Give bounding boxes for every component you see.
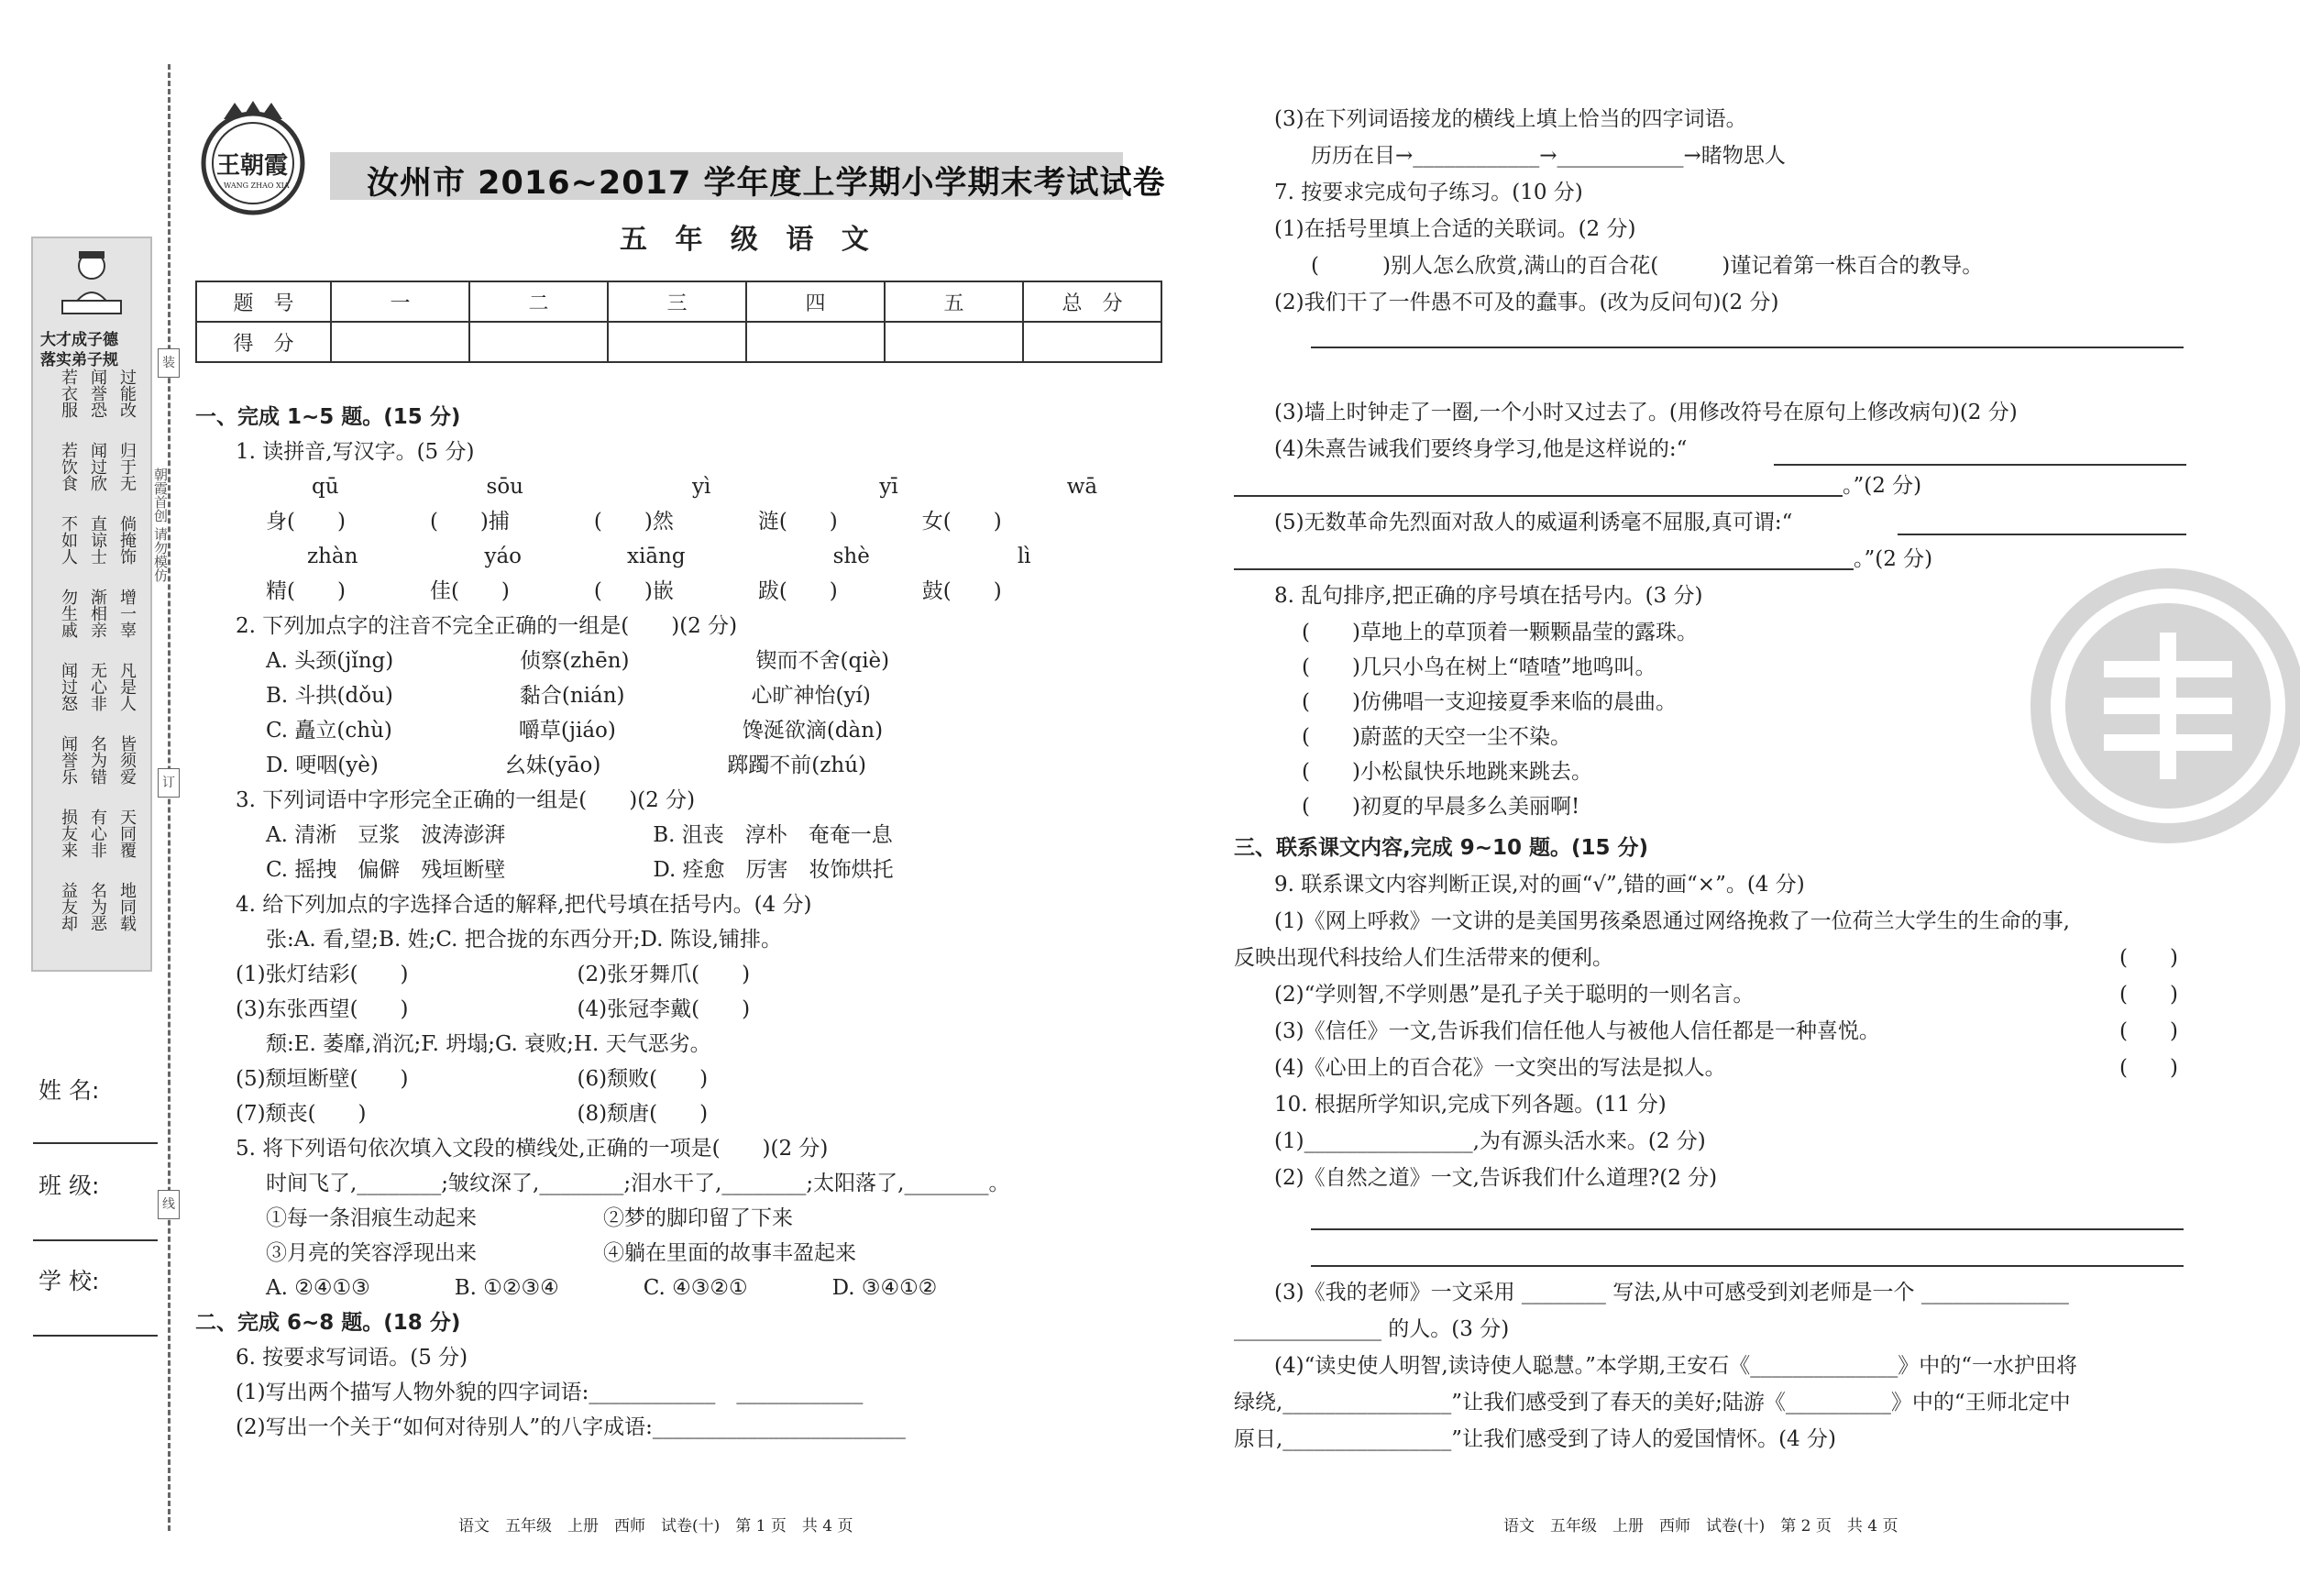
mascot-figure — [53, 246, 130, 319]
motto-column: 若衣服 — [59, 369, 78, 418]
motto-top-1: 大才成子德 — [40, 331, 118, 349]
question-line: zhàn yáo xiāng shè lì — [307, 545, 1031, 568]
class-field-line[interactable] — [33, 1239, 158, 1241]
question-line: 4. 给下列加点的字选择合适的解释,把代号填在括号内。(4 分) — [236, 893, 812, 917]
answer-line[interactable] — [1311, 347, 2184, 348]
judge-answer-bracket[interactable]: ( ) — [2119, 1019, 2178, 1043]
question-line: (1)________________,为有源头活水来。(2 分) — [1274, 1129, 1706, 1153]
question-line: (5)颓垣断壁( ) (6)颓败( ) — [236, 1067, 709, 1091]
score-table — [195, 281, 1162, 363]
score-input-cell[interactable] — [608, 322, 746, 362]
question-line: 。”(2 分) — [1854, 547, 1933, 571]
question-line: (3)墙上时钟走了一圈,一个小时又过去了。(用修改符号在原句上修改病句)(2 分) — [1274, 401, 2018, 424]
question-line: 绿绕,________________”让我们感受到了春天的美好;陆游《__________》中的“王师北定中 — [1234, 1391, 2071, 1414]
question-line: 3. 下列词语中字形完全正确的一组是( )(2 分) — [236, 788, 696, 812]
question-line: C. 矗立(chù) 嚼草(jiáo) 馋涎欲滴(dàn) — [266, 719, 884, 743]
question-line: (2)“学则智,不学则愚”是孔子关于聪明的一则名言。 — [1274, 983, 1755, 1007]
question-line: ( )别人怎么欣赏,满山的百合花( )谨记着第一株百合的教导。 — [1311, 254, 1984, 278]
question-line: 10. 根据所学知识,完成下列各题。(11 分) — [1274, 1093, 1667, 1117]
score-input-cell[interactable] — [469, 322, 608, 362]
question-line: (2)《自然之道》一文,告诉我们什么道理?(2 分) — [1274, 1166, 1718, 1190]
question-line: (3)《我的老师》一文采用 ________ 写法,从中可感受到刘老师是一个 ______________ — [1274, 1281, 2069, 1304]
answer-line[interactable] — [1234, 568, 1854, 570]
question-line: (3)在下列词语接龙的横线上填上恰当的四字词语。 — [1274, 107, 1747, 131]
name-field-line[interactable] — [33, 1142, 158, 1144]
judge-answer-bracket[interactable]: ( ) — [2119, 946, 2178, 970]
question-line: A. ②④①③ B. ①②③④ C. ④③②① D. ③④①② — [266, 1276, 938, 1300]
motto-column: 名为恶 — [88, 882, 107, 931]
question-line: A. 头颈(jǐng) 侦察(zhēn) 锲而不舍(qiè) — [266, 649, 890, 673]
section-heading: 三、联系课文内容,完成 9~10 题。(15 分) — [1234, 836, 1649, 860]
brand-note: 朝霞首创 请勿模仿 — [152, 468, 169, 582]
motto-column: 无心非 — [88, 662, 107, 711]
motto-column: 地同载 — [117, 882, 137, 931]
class-label: 班 级: — [39, 1172, 100, 1199]
seal-char-3: 线 — [158, 1190, 180, 1219]
score-value-row — [196, 322, 1161, 362]
motto-column: 损友来 — [59, 809, 78, 858]
question-line: (5)无数革命先烈面对敌人的威逼利诱毫不屈服,真可谓:“ — [1274, 511, 1793, 534]
score-cell: 三 — [608, 281, 746, 322]
question-line: (4)《心田上的百合花》一文突出的写法是拟人。 — [1274, 1056, 1726, 1080]
question-line: 反映出现代科技给人们生活带来的便利。 — [1234, 946, 1613, 970]
motto-column: 皆须爱 — [117, 735, 137, 785]
question-line: (2)我们干了一件愚不可及的蠢事。(改为反问句)(2 分) — [1274, 291, 1779, 314]
question-line: 。”(2 分) — [1843, 474, 1922, 498]
seal-char-1: 装 — [158, 348, 180, 378]
motto-column: 倘掩饰 — [117, 515, 137, 565]
question-line: 历历在目→____________→____________→睹物思人 — [1311, 144, 1786, 168]
binding-dashed-line — [168, 64, 171, 1531]
motto-column: 增一辜 — [117, 589, 137, 638]
judge-answer-bracket[interactable]: ( ) — [2119, 983, 2178, 1007]
question-line: ( )蔚蓝的天空一尘不染。 — [1302, 725, 1571, 749]
question-line: 5. 将下列语句依次填入文段的横线处,正确的一项是( )(2 分) — [236, 1137, 829, 1161]
brand-logo — [196, 99, 310, 218]
name-label: 姓 名: — [39, 1077, 100, 1104]
question-line: (2)写出一个关于“如何对待别人”的八字成语:________________________ — [236, 1415, 906, 1439]
answer-line[interactable] — [1311, 1228, 2184, 1230]
footer-left: 语文 五年级 上册 西师 试卷(十) 第 1 页 共 4 页 — [458, 1517, 853, 1535]
question-line: 原日,________________”让我们感受到了诗人的爱国情怀。(4 分) — [1234, 1427, 1836, 1451]
section-heading: 二、完成 6~8 题。(18 分) — [195, 1311, 461, 1335]
question-line: (3)东张西望( ) (4)张冠李戴( ) — [236, 997, 751, 1021]
score-input-cell[interactable] — [746, 322, 885, 362]
question-line: ______________ 的人。(3 分) — [1234, 1317, 1510, 1341]
motto-column: 勿生戚 — [59, 589, 78, 638]
answer-line[interactable] — [1234, 495, 1843, 497]
motto-column: 名为错 — [88, 735, 107, 785]
score-cell: 一 — [331, 281, 469, 322]
question-line: ( )几只小鸟在树上“喳喳”地鸣叫。 — [1302, 655, 1656, 679]
footer-right: 语文 五年级 上册 西师 试卷(十) 第 2 页 共 4 页 — [1503, 1517, 1898, 1535]
motto-column: 直谅士 — [88, 515, 107, 565]
secret-seal-watermark — [2030, 568, 2300, 843]
answer-line[interactable] — [1774, 464, 2186, 466]
score-cell: 五 — [885, 281, 1023, 322]
question-line: (1)《网上呼救》一文讲的是美国男孩桑恩通过网络挽救了一位荷兰大学生的生命的事, — [1274, 909, 2070, 933]
score-cell: 二 — [469, 281, 608, 322]
motto-column: 闻誉乐 — [59, 735, 78, 785]
question-line: (4)“读史使人明智,读诗使人聪慧。”本学期,王安石《______________》中的“一水护田将 — [1274, 1354, 2077, 1378]
question-line: ( )初夏的早晨多么美丽啊! — [1302, 795, 1580, 819]
question-line: (1)在括号里填上合适的关联词。(2 分) — [1274, 217, 1636, 241]
seal-char-2: 订 — [158, 768, 180, 798]
answer-line[interactable] — [1898, 534, 2186, 535]
question-line: (1)写出两个描写人物外貌的四字词语:____________ ____________ — [236, 1381, 864, 1404]
question-line: 9. 联系课文内容判断正误,对的画“√”,错的画“×”。(4 分) — [1274, 873, 1805, 897]
motto-column: 若饮食 — [59, 442, 78, 491]
question-line: 8. 乱句排序,把正确的序号填在括号内。(3 分) — [1274, 584, 1703, 608]
brand-logo-subtext: WANG ZHAO XIA — [224, 182, 290, 190]
answer-line[interactable] — [1311, 1265, 2184, 1267]
motto-column: 益友却 — [59, 882, 78, 931]
question-line: 2. 下列加点字的注音不完全正确的一组是( )(2 分) — [236, 614, 738, 638]
question-line: (7)颓丧( ) (8)颓唐( ) — [236, 1102, 709, 1126]
school-label: 学 校: — [39, 1268, 100, 1294]
score-header-row — [196, 281, 1161, 322]
question-line: ( )小松鼠快乐地跳来跳去。 — [1302, 760, 1592, 784]
question-line: ( )草地上的草顶着一颗颗晶莹的露珠。 — [1302, 621, 1698, 644]
motto-panel — [31, 237, 152, 972]
question-line: D. 哽咽(yè) 幺妹(yāo) 踯躅不前(zhú) — [266, 754, 866, 777]
question-line: 颓:E. 萎靡,消沉;F. 坍塌;G. 衰败;H. 天气恶劣。 — [266, 1032, 711, 1056]
question-line: (4)朱熹告诫我们要终身学习,他是这样说的:“ — [1274, 437, 1688, 461]
score-cell: 四 — [746, 281, 885, 322]
motto-column: 不如人 — [59, 515, 78, 565]
motto-column: 天同覆 — [117, 809, 137, 858]
question-line: A. 清淅 豆浆 波涛澎湃 B. 沮丧 淳朴 奄奄一息 — [266, 823, 893, 847]
question-line: 1. 读拼音,写汉字。(5 分) — [236, 440, 475, 464]
question-line: 6. 按要求写词语。(5 分) — [236, 1346, 468, 1370]
question-line: 精( ) 佳( ) ( )嵌 跋( ) 鼓( ) — [266, 579, 1002, 603]
question-line: B. 斗拱(dǒu) 黏合(nián) 心旷神怡(yí) — [266, 684, 871, 708]
question-line: 时间飞了,________;皱纹深了,________;泪水干了,________;太阳落了,________。 — [266, 1172, 1010, 1195]
judge-answer-bracket[interactable]: ( ) — [2119, 1056, 2178, 1080]
section-heading: 一、完成 1~5 题。(15 分) — [195, 405, 461, 429]
score-input-cell[interactable] — [885, 322, 1023, 362]
brand-logo-text: 王朝霞 — [216, 152, 289, 180]
question-line: (3)《信任》一文,告诉我们信任他人与被他人信任都是一种喜悦。 — [1274, 1019, 1880, 1043]
score-input-cell[interactable] — [1023, 322, 1161, 362]
score-cell: 题 号 — [196, 281, 331, 322]
question-line: ③月亮的笑容浮现出来 ④躺在里面的故事丰盈起来 — [266, 1241, 856, 1265]
question-line: ( )仿佛唱一支迎接夏季来临的晨曲。 — [1302, 690, 1677, 714]
question-line: C. 摇拽 偏僻 残垣断壁 D. 痊愈 厉害 妆饰烘托 — [266, 858, 894, 882]
school-field-line[interactable] — [33, 1335, 158, 1337]
score-input-cell[interactable] — [331, 322, 469, 362]
motto-column: 渐相亲 — [88, 589, 107, 638]
exam-subject: 五 年 级 语 文 — [620, 224, 878, 256]
motto-column: 有心非 — [88, 809, 107, 858]
score-cell: 得 分 — [196, 322, 331, 362]
motto-column: 闻过欣 — [88, 442, 107, 491]
motto-column: 闻誉恐 — [88, 369, 107, 418]
question-line: ①每一条泪痕生动起来 ②梦的脚印留了下来 — [266, 1206, 793, 1230]
question-line: 张:A. 看,望;B. 姓;C. 把合拢的东西分开;D. 陈设,铺排。 — [266, 928, 783, 952]
motto-column: 凡是人 — [117, 662, 137, 711]
question-line: (1)张灯结彩( ) (2)张牙舞爪( ) — [236, 963, 751, 986]
motto-column: 闻过怒 — [59, 662, 78, 711]
question-line: 身( ) ( )捕 ( )然 涟( ) 女( ) — [266, 510, 1002, 534]
motto-column: 归于无 — [117, 442, 137, 491]
exam-title: 汝州市 2016~2017 学年度上学期小学期末考试试卷 — [367, 165, 1166, 202]
question-line: 7. 按要求完成句子练习。(10 分) — [1274, 181, 1583, 204]
score-cell: 总 分 — [1023, 281, 1161, 322]
motto-top-2: 落实弟子规 — [40, 351, 118, 369]
motto-column: 过能改 — [117, 369, 137, 418]
question-line: qū sōu yì yī wā — [312, 475, 1098, 499]
